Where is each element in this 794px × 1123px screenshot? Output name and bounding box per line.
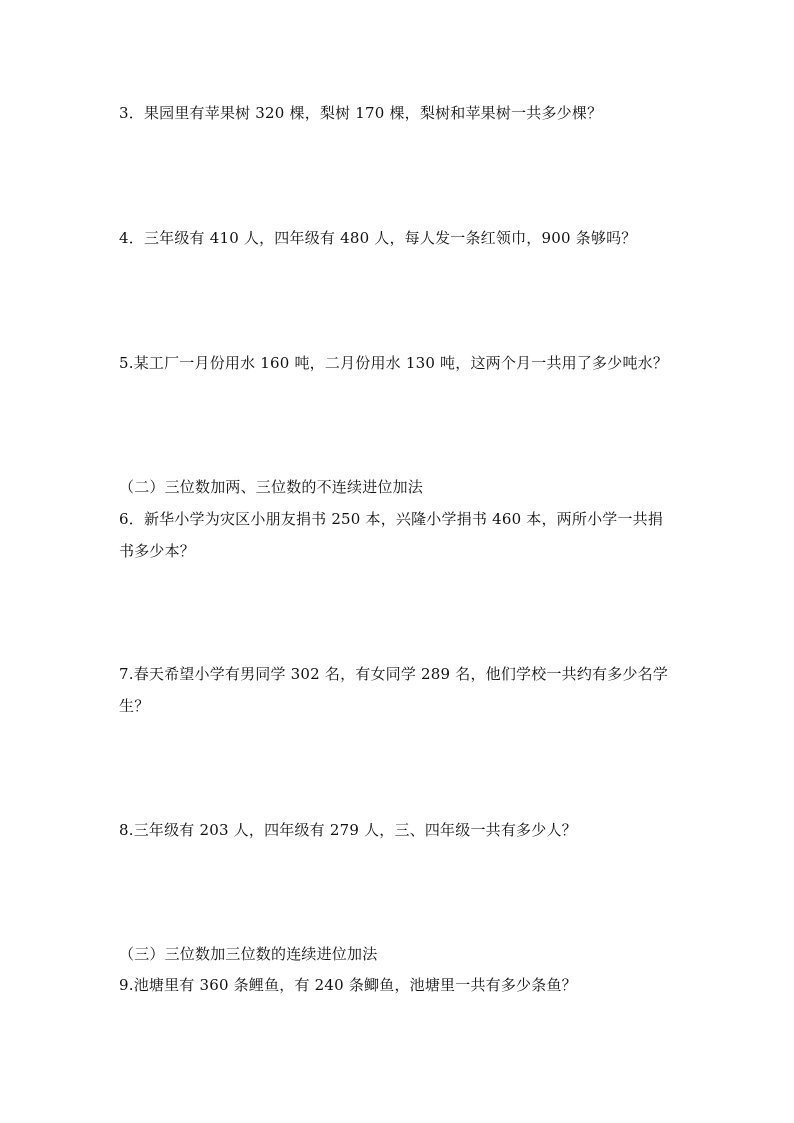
problem-7-line-1: 7.春天希望小学有男同学 302 名，有女同学 289 名，他们学校一共约有多少名学 [119,665,669,683]
problem-6-line-1: 6．新华小学为灾区小朋友捐书 250 本，兴隆小学捐书 460 本，两所小学一共捐 [119,510,664,528]
problem-7-line-2: 生？ [119,697,150,715]
problem-4: 4．三年级有 410 人，四年级有 480 人，每人发一条红领巾，900 条够吗？ [119,229,637,247]
problem-9: 9.池塘里有 360 条鲤鱼，有 240 条鲫鱼，池塘里一共有多少条鱼？ [119,976,577,994]
section-heading-2: （二）三位数加两、三位数的不连续进位加法 [119,478,424,496]
problem-6-line-2: 书多少本？ [119,542,196,560]
section-heading-3: （三）三位数加三位数的连续进位加法 [119,945,378,963]
problem-5: 5.某工厂一月份用水 160 吨，二月份用水 130 吨，这两个月一共用了多少吨水？ [119,354,669,372]
problem-3: 3．果园里有苹果树 320 棵，梨树 170 棵，梨树和苹果树一共多少棵？ [119,104,603,122]
problem-8: 8.三年级有 203 人，四年级有 279 人，三、四年级一共有多少人？ [119,821,577,839]
